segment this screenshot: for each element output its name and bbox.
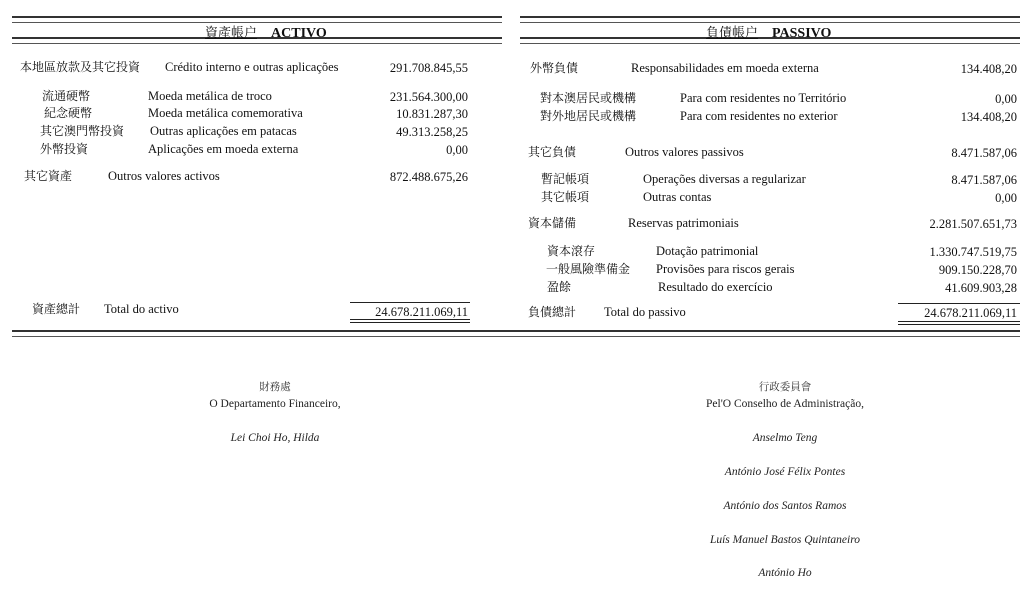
row-label-zh: 資本滾存 — [547, 244, 596, 258]
row-value: 909.150.228,70 — [938, 263, 1017, 277]
row-value: 8.471.587,06 — [951, 146, 1017, 160]
row-value: 134.408,20 — [960, 110, 1017, 124]
row-label-pt: Para com residentes no Território — [680, 91, 847, 105]
total-rule — [350, 302, 470, 303]
activo-title-zh: 資產帳户 — [205, 26, 258, 41]
row-value: 0,00 — [446, 143, 468, 157]
row-label-pt: Para com residentes no exterior — [680, 109, 838, 123]
activo-title — [205, 22, 327, 42]
row-value: 10.831.287,30 — [396, 107, 468, 121]
row-label-zh: 外幣投資 — [40, 142, 89, 156]
board-zh: 行政委員會 — [758, 382, 812, 393]
row-label-pt: Moeda metálica de troco — [148, 89, 272, 103]
row-label-zh: 盈餘 — [547, 280, 572, 294]
row-label-zh: 對外地居民或機構 — [540, 109, 637, 123]
signatory-name: António Ho — [758, 567, 812, 579]
row-value: 49.313.258,25 — [396, 125, 468, 139]
total-rule — [898, 303, 1020, 304]
signatory-name: Luís Manuel Bastos Quintaneiro — [709, 534, 861, 546]
passivo-title — [706, 22, 831, 42]
department-zh: 財務處 — [259, 382, 291, 393]
row-label-zh: 紀念硬幣 — [44, 106, 93, 120]
department-title: O Departamento Financeiro, — [209, 398, 341, 410]
passivo-title-zh: 負債帳户 — [706, 26, 759, 41]
total-label-zh: 資產總計 — [32, 302, 81, 316]
total-label-pt: Total do passivo — [604, 305, 686, 319]
row-label-zh: 其它負債 — [528, 145, 577, 159]
row-label-pt: Outros valores passivos — [625, 145, 744, 159]
row-label-zh: 一般風險準備金 — [546, 262, 631, 276]
row-label-pt: Dotação patrimonial — [656, 244, 759, 258]
passivo-title-pt: PASSIVO — [772, 26, 832, 41]
row-value: 1.330.747.519,75 — [929, 245, 1017, 259]
row-value: 8.471.587,06 — [951, 173, 1017, 187]
row-label-zh: 外幣負債 — [530, 61, 579, 75]
signatory-name: Anselmo Teng — [752, 432, 818, 444]
row-label-pt: Moeda metálica comemorativa — [148, 106, 303, 120]
row-label-pt: Outras aplicações em patacas — [150, 124, 297, 138]
total-label-zh: 負債總計 — [528, 305, 577, 319]
row-value: 231.564.300,00 — [389, 90, 468, 104]
signatory-name: Lei Choi Ho, Hilda — [230, 432, 320, 444]
row-label-pt: Responsabilidades em moeda externa — [631, 61, 819, 75]
total-double-rule — [350, 319, 470, 323]
board-title: Pel'O Conselho de Administração, — [706, 398, 864, 410]
row-value: 872.488.675,26 — [389, 170, 468, 184]
signatory-name: António dos Santos Ramos — [723, 500, 847, 512]
row-label-pt: Provisões para riscos gerais — [656, 262, 795, 276]
total-value: 24.678.211.069,11 — [375, 305, 468, 319]
row-value: 0,00 — [995, 191, 1017, 205]
bottom-rule — [12, 330, 1020, 337]
row-value: 2.281.507.651,73 — [929, 217, 1017, 231]
row-label-pt: Resultado do exercício — [658, 280, 773, 294]
row-label-pt: Outros valores activos — [108, 169, 220, 183]
row-label-pt: Outras contas — [643, 190, 712, 204]
row-label-zh: 對本澳居民或機構 — [540, 91, 637, 105]
row-label-zh: 資本儲備 — [528, 216, 577, 230]
row-label-zh: 其它帳項 — [541, 190, 590, 204]
row-label-pt: Reservas patrimoniais — [628, 216, 739, 230]
row-label-pt: Aplicações em moeda externa — [148, 142, 299, 156]
row-value: 134.408,20 — [960, 62, 1017, 76]
row-label-pt: Crédito interno e outras aplicações — [165, 60, 339, 74]
total-double-rule — [898, 321, 1020, 325]
total-value: 24.678.211.069,11 — [924, 306, 1017, 320]
signatory-name: António José Félix Pontes — [724, 466, 846, 478]
row-label-zh: 暫記帳項 — [541, 172, 590, 186]
activo-title-pt: ACTIVO — [271, 26, 327, 41]
row-label-pt: Operações diversas a regularizar — [643, 172, 806, 186]
row-value: 41.609.903,28 — [945, 281, 1017, 295]
row-value: 0,00 — [995, 92, 1017, 106]
total-label-pt: Total do activo — [104, 302, 179, 316]
row-label-zh: 本地區放款及其它投資 — [20, 60, 141, 74]
row-label-zh: 流通硬幣 — [42, 89, 91, 103]
row-label-zh: 其它澳門幣投資 — [40, 124, 125, 138]
row-value: 291.708.845,55 — [389, 61, 468, 75]
row-label-zh: 其它資產 — [24, 169, 73, 183]
